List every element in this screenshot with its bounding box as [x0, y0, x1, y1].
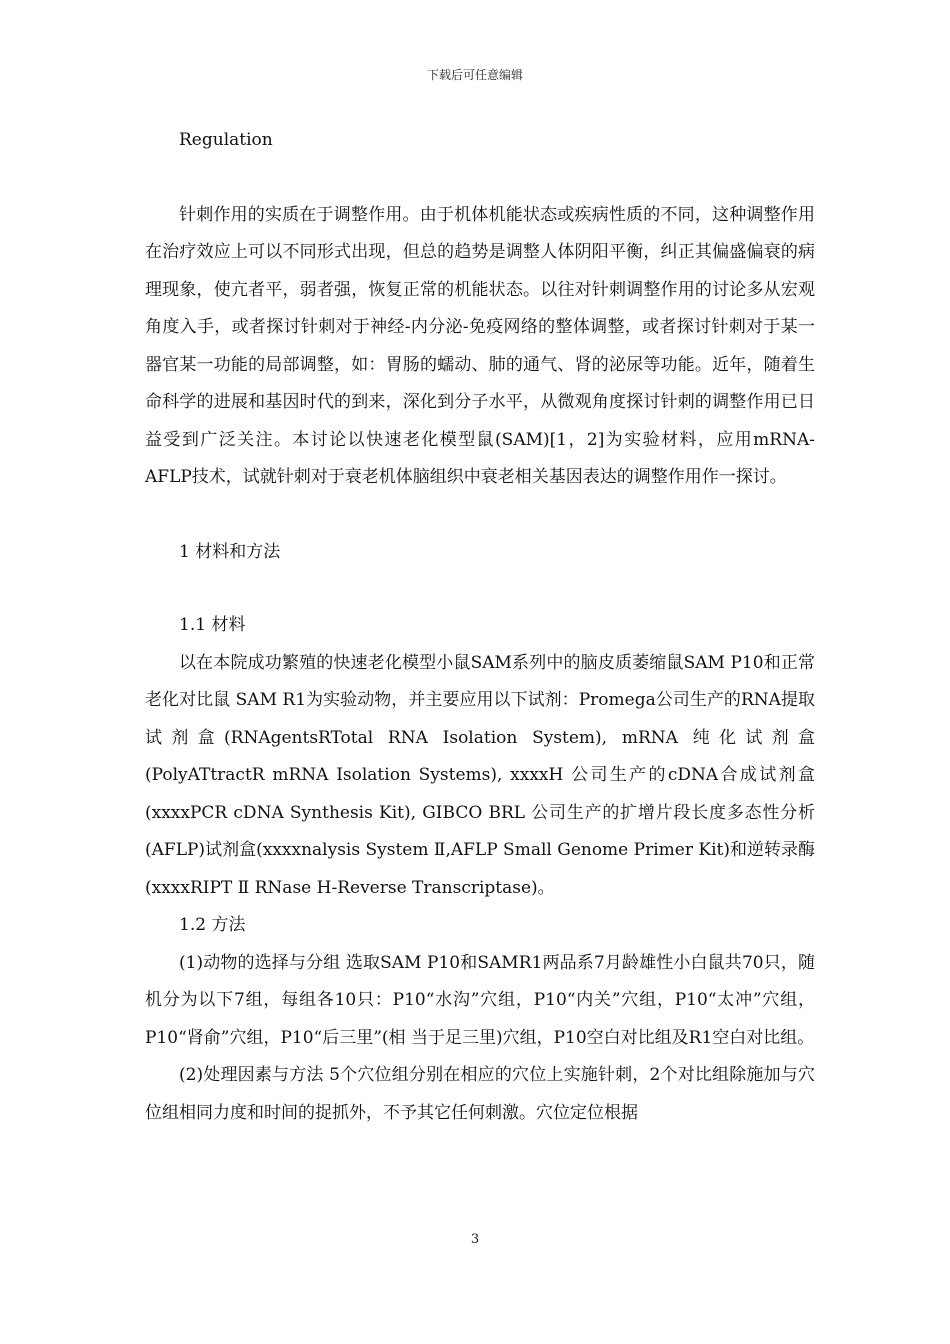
section-1-1-paragraph: 以在本院成功繁殖的快速老化模型小鼠SAM系列中的脑皮质萎缩鼠SAM P10和正常老化对比鼠 SAM R1为实验动物，并主要应用以下试剂：Promega公司生产的RNA提取试剂盒(RNAgentsRTotal RNA Isolation System), mRNA 纯化试剂盒(PolyATtractR mRNA Isolation Systems), xxxxH 公司生产的cDNA合成试剂盒(xxxxPCR cDNA Synthesis Kit), GIBCO BRL 公司生产的扩增片段长度多态性分析(AFLP)试剂盒(xxxxnalysis System Ⅱ,AFLP Small Genome Primer Kit)和逆转录酶(xxxxRIPT Ⅱ RNase H-Reverse Transcriptase)。 — [145, 652, 815, 898]
document-body — [145, 122, 815, 1132]
section-1-1-heading: 1.1 材料 — [179, 615, 246, 635]
page-header: 下载后可任意编辑 — [426, 68, 523, 82]
page-number: 3 — [470, 1232, 480, 1247]
intro-paragraph: 针刺作用的实质在于调整作用。由于机体机能状态或疾病性质的不同，这种调整作用在治疗效应上可以不同形式出现，但总的趋势是调整人体阴阳平衡，纠正其偏盛偏衰的病理现象，使亢者平，弱者强，恢复正常的机能状态。以往对针刺调整作用的讨论多从宏观角度入手，或者探讨针刺对于神经-内分泌-免疫网络的整体调整，或者探讨针刺对于某一器官某一功能的局部调整，如：胃肠的蠕动、肺的通气、肾的泌尿等功能。近年，随着生命科学的进展和基因时代的到来，深化到分子水平，从微观角度探讨针刺的调整作用已日益受到广泛关注。本讨论以快速老化模型鼠(SAM)[1，2]为实验材料，应用mRNA-AFLP技术，试就针刺对于衰老机体脑组织中衰老相关基因表达的调整作用作一探讨。 — [145, 204, 815, 487]
section-1-2-heading: 1.2 方法 — [179, 915, 246, 935]
regulation-heading: Regulation — [179, 130, 273, 150]
section-1-heading: 1 材料和方法 — [179, 541, 281, 562]
spacer — [145, 497, 815, 534]
section-1-2-paragraph-2: (2)处理因素与方法 5个穴位组分别在相应的穴位上实施针刺，2个对比组除施加与穴位组相同力度和时间的捉抓外，不予其它任何刺激。穴位定位根据 — [145, 1065, 815, 1123]
spacer — [145, 160, 815, 197]
spacer — [145, 571, 815, 607]
section-1-2-paragraph-1: (1)动物的选择与分组 选取SAM P10和SAMR1两品系7月龄雄性小白鼠共70只，随机分为以下7组，每组各10只：P10“水沟”穴组，P10“内关”穴组，P10“太冲”穴组，P10“肾俞”穴组，P10“后三里”(相 当于足三里)穴组，P10空白对比组及R1空白对比组。 — [145, 952, 815, 1048]
